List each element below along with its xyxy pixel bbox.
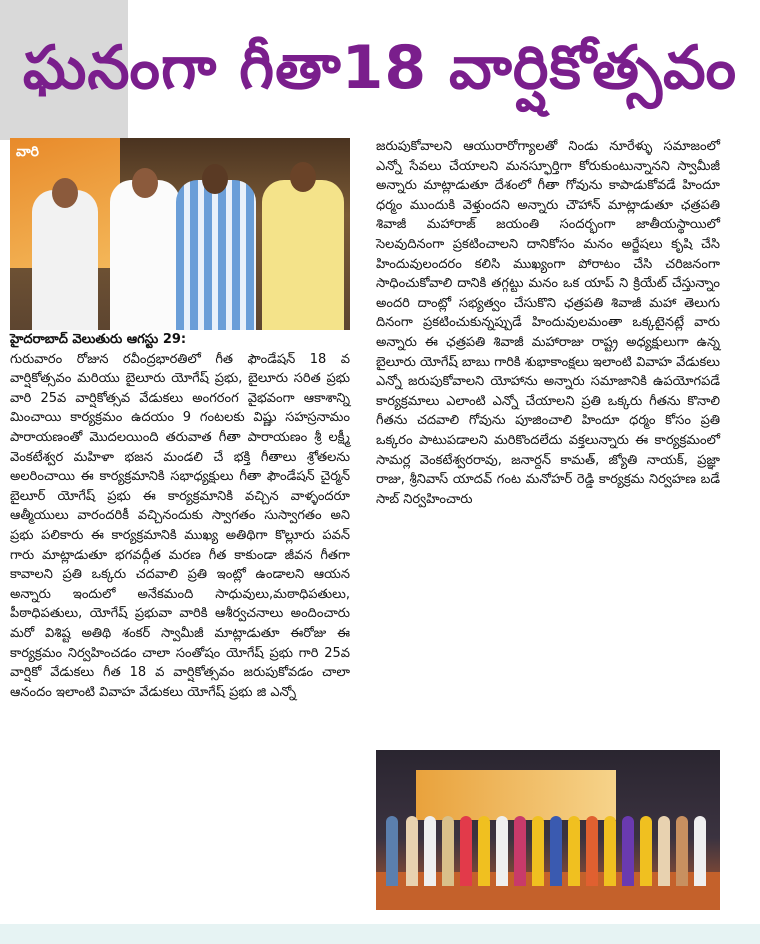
person-figure [676, 816, 688, 886]
person-figure [694, 816, 706, 886]
article-body-left: గురువారం రోజున రవీంద్రభారతిలో గీత ఫౌండేషన్ 18 వ వార్షికోత్సవం మరియు బైలూరు యోగేష్ ప్రభు, బైలూరు సరిత ప్రభు వారి 25వ వార్షికోత్సవ వేడుకలు అంగరంగ వైభవంగా ఆకాశాన్ని మించాయి కార్యక్రమం ఉదయం 9 గంటలకు విష్ణు సహస్రనామం పారాయణంతో మొదలయింది తరువాత గీతా పారాయణం శ్రీ లక్ష్మీ వెంకటేశ్వర మహిళా భజన మండలి చే భక్తి గీతాలు శ్రోతలను అలరించాయి ఈ కార్యక్రమానికి సభాధ్యక్షులు గీతా ఫౌండేషన్ చైర్మన్ బైలూర్ యోగేష్ ప్రభు ఈ కార్యక్రమానికి వచ్చిన వాళ్ళందరూ ఆత్మీయులు వారందరికీ వచ్చినందుకు స్వాగతం సుస్వాగతం అని ప్రభు పలికారు ఈ కార్యక్రమానికి ముఖ్య అతిథిగా కొల్లూరు పవన్ గారు మాట్లాడుతూ భగవద్గీత మరణ గీత కాకుండా జీవన గీతగా కావాలని ప్రతి ఒక్కరు చదవాలి ప్రతి ఇంట్లో ఉండాలని ఆయన అన్నారు ఇందులో అనేకమంది సాధువులు,మఠాధిపతులు, పీఠాధిపతులు, యోగేష్ ప్రభువా వారికి ఆశీర్వచనాలు అందించారు మరో విశిష్ట అతిథి శంకర్ స్వామీజీ మాట్లాడుతూ ఈరోజు ఈ కార్యక్రమం నిర్వహించడం చాలా సంతోషం యోగేష్ ప్రభు గారి 25వ వార్షికో వేడుకలు గీత 18 వ వార్షికోత్సవం జరుపుకోవడం చాలా ఆనందం ఇలాంటి వివాహ వేడుకలు యోగేష్ ప్రభు జి ఎన్నో [10, 351, 350, 700]
event-photo-dignitaries [10, 138, 350, 330]
person-figure [550, 816, 562, 886]
event-photo-group [376, 750, 720, 910]
article-column-right [376, 137, 720, 509]
bottom-band [0, 924, 760, 944]
person-figure [622, 816, 634, 886]
person-figure [110, 180, 180, 330]
article-column-left [10, 330, 350, 702]
person-figure [496, 816, 508, 886]
person-figure [262, 180, 344, 330]
banner-text: వారి [16, 144, 39, 160]
person-figure [424, 816, 436, 886]
person-figure [478, 816, 490, 886]
person-figure [586, 816, 598, 886]
person-figure [514, 816, 526, 886]
person-figure [32, 190, 98, 330]
stage-banner [416, 770, 616, 820]
person-head [52, 178, 78, 208]
person-figure [640, 816, 652, 886]
person-figure [604, 816, 616, 886]
person-head [290, 162, 316, 192]
dateline: హైదరాబాద్ వెలుతురు ఆగస్టు 29: [10, 332, 187, 347]
person-head [202, 164, 228, 194]
person-figure [568, 816, 580, 886]
person-head [132, 168, 158, 198]
headline: ఘనంగా గీతా18 వార్షికోత్సవం [22, 33, 738, 103]
person-figure [386, 816, 398, 886]
person-figure [406, 816, 418, 886]
person-figure [532, 816, 544, 886]
person-figure [442, 816, 454, 886]
article-body-right: జరుపుకోవాలని ఆయురారోగ్యాలతో నిండు నూరేళ్ళు సమాజంలో ఎన్నో సేవలు చేయాలని మనస్ఫూర్తిగా కోరుకుంటున్నానని స్వామీజీ అన్నారు మాట్లాడుతూ దేశంలో గీతా గోవును కాపాడుకోవడే హిందూ ధర్మం ముందుకి వెళ్తుందని అన్నారు చౌహాన్ మాట్లాడుతూ ఛత్రపతి శివాజీ మహారాజ్ జయంతి సందర్భంగా జాతీయస్థాయిలో సెలవుదినంగా ప్రకటించాలని దానికోసం మనం అర్జేషలు కృషి చేసి హిందువులందరం కలిసి ముఖ్యంగా పోరాటం చేసి చరిజనంగా సాధించుకోవాలి దానికి తగ్గట్టు మనం ఒక యాప్ ని క్రియేట్ చేస్తున్నాం అందరి దాంట్లో సభ్యత్వం చేసుకొని ఛత్రపతి శివాజీ మహా తెలుగు దినంగా ప్రకటించుకున్నప్పుడే హిందువులమంతా ఒక్కటైనట్లే వారు అన్నారు ఈ ఛత్రపతి శివాజీ మహారాజు రాష్ట్ర అధ్యక్షులుగా ఉన్న బైలూరు యోగేష్ బాబు గారికి శుభాకాంక్షలు ఇలాంటి వివాహ వేడుకలు ఎన్నో జరుపుకోవాలని యోహాను అన్నారు సమాజానికి ఉపయోగపడే కార్యక్రమాలు ఎలాంటి ఎన్నో చేయాలని ప్రతి ఒక్కరు గీతను కొనాలి గీతను చదవాలి గోవును పూజించాలి హిందూ ధర్మం కోసం ప్రతి ఒక్కరం పాటుపడాలని మరికొందలేదు వక్తలున్నారు ఈ కార్యక్రమంలో సామర్ల వెంకటేశ్వరరావు, జనార్దన్ కామత్, జ్యోతి నాయక్, ప్రజ్ఞా రాజు, శ్రీనివాస్ యాదవ్ గంట మనోహర్ రెడ్డి కార్యక్రమ నిర్వహణ బడే సాబ్ నిర్వహించారు [376, 139, 720, 507]
person-figure [658, 816, 670, 886]
person-figure [460, 816, 472, 886]
person-figure [176, 180, 256, 330]
